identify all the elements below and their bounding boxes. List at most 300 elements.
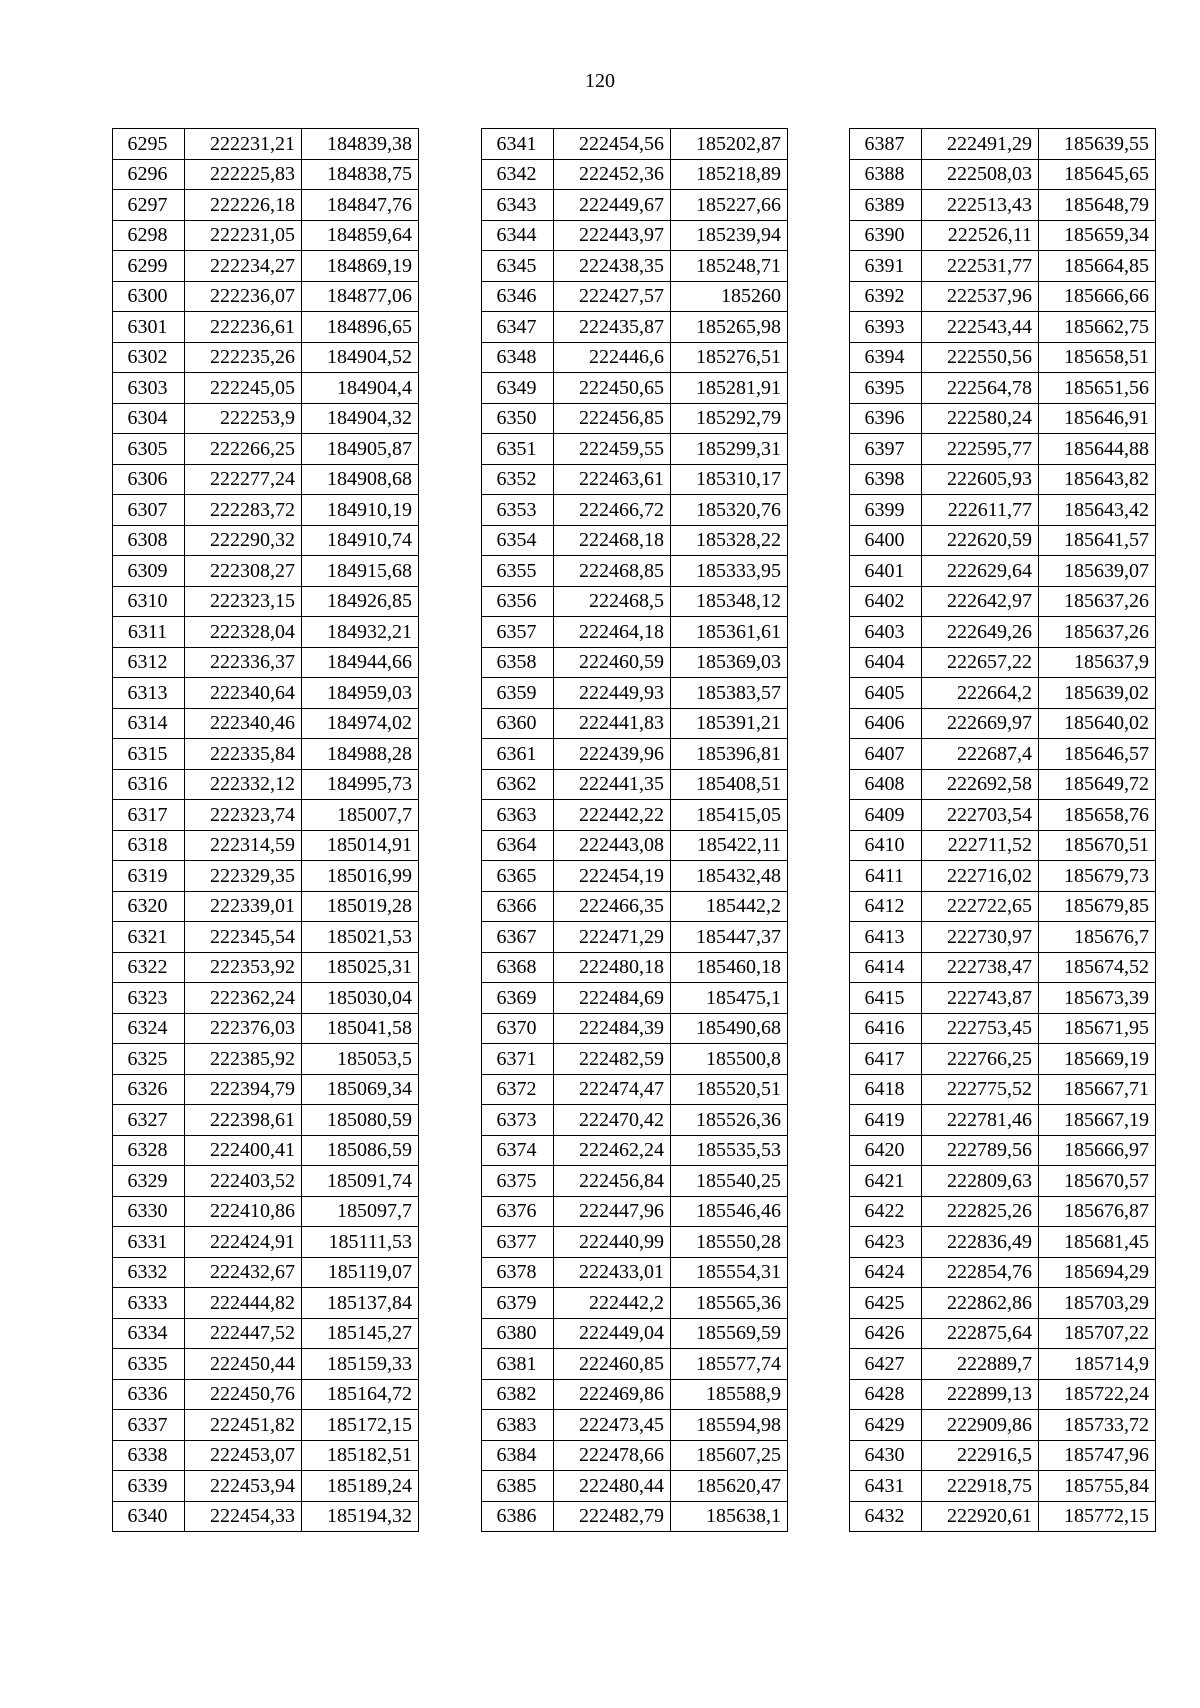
point-number-cell: 6397 (850, 434, 922, 465)
table-row (850, 1349, 1156, 1380)
x-coordinate-cell: 222605,93 (922, 464, 1039, 495)
y-coordinate-cell: 185681,45 (1039, 1227, 1156, 1258)
x-coordinate-cell: 222508,03 (922, 159, 1039, 190)
point-number-cell: 6335 (113, 1349, 185, 1380)
point-number-cell: 6405 (850, 678, 922, 709)
table-row (850, 556, 1156, 587)
x-coordinate-cell: 222446,6 (554, 342, 671, 373)
x-coordinate-cell: 222424,91 (185, 1227, 302, 1258)
table-row (113, 617, 419, 648)
y-coordinate-cell: 185664,85 (1039, 251, 1156, 282)
point-number-cell: 6297 (113, 190, 185, 221)
y-coordinate-cell: 185415,05 (671, 800, 788, 831)
x-coordinate-cell: 222340,64 (185, 678, 302, 709)
point-number-cell: 6313 (113, 678, 185, 709)
table-row (482, 1074, 788, 1105)
table-row (113, 434, 419, 465)
x-coordinate-cell: 222459,55 (554, 434, 671, 465)
x-coordinate-cell: 222403,52 (185, 1166, 302, 1197)
point-number-cell: 6426 (850, 1318, 922, 1349)
point-number-cell: 6404 (850, 647, 922, 678)
y-coordinate-cell: 185091,74 (302, 1166, 419, 1197)
point-number-cell: 6417 (850, 1044, 922, 1075)
point-number-cell: 6369 (482, 983, 554, 1014)
x-coordinate-cell: 222825,26 (922, 1196, 1039, 1227)
table-row (482, 1227, 788, 1258)
table-row (113, 525, 419, 556)
point-number-cell: 6325 (113, 1044, 185, 1075)
y-coordinate-cell: 185348,12 (671, 586, 788, 617)
y-coordinate-cell: 185674,52 (1039, 952, 1156, 983)
x-coordinate-cell: 222236,07 (185, 281, 302, 312)
y-coordinate-cell: 185643,42 (1039, 495, 1156, 526)
table-row (113, 1135, 419, 1166)
y-coordinate-cell: 185328,22 (671, 525, 788, 556)
y-coordinate-cell: 185639,07 (1039, 556, 1156, 587)
point-number-cell: 6328 (113, 1135, 185, 1166)
x-coordinate-cell: 222234,27 (185, 251, 302, 282)
y-coordinate-cell: 185041,58 (302, 1013, 419, 1044)
point-number-cell: 6316 (113, 769, 185, 800)
x-coordinate-cell: 222456,85 (554, 403, 671, 434)
table-row (482, 1257, 788, 1288)
x-coordinate-cell: 222909,86 (922, 1410, 1039, 1441)
point-number-cell: 6324 (113, 1013, 185, 1044)
y-coordinate-cell: 185069,34 (302, 1074, 419, 1105)
point-number-cell: 6406 (850, 708, 922, 739)
x-coordinate-cell: 222692,58 (922, 769, 1039, 800)
table-row (113, 129, 419, 160)
point-number-cell: 6424 (850, 1257, 922, 1288)
point-number-cell: 6312 (113, 647, 185, 678)
x-coordinate-cell: 222441,35 (554, 769, 671, 800)
y-coordinate-cell: 184904,4 (302, 373, 419, 404)
table-row (113, 1257, 419, 1288)
table-row (850, 1105, 1156, 1136)
table-row (850, 1074, 1156, 1105)
point-number-cell: 6329 (113, 1166, 185, 1197)
table-row (850, 647, 1156, 678)
x-coordinate-cell: 222468,85 (554, 556, 671, 587)
x-coordinate-cell: 222335,84 (185, 739, 302, 770)
x-coordinate-cell: 222225,83 (185, 159, 302, 190)
point-number-cell: 6398 (850, 464, 922, 495)
point-number-cell: 6353 (482, 495, 554, 526)
y-coordinate-cell: 185248,71 (671, 251, 788, 282)
x-coordinate-cell: 222332,12 (185, 769, 302, 800)
y-coordinate-cell: 185475,1 (671, 983, 788, 1014)
y-coordinate-cell: 185670,57 (1039, 1166, 1156, 1197)
table-row (113, 159, 419, 190)
point-number-cell: 6318 (113, 830, 185, 861)
point-number-cell: 6348 (482, 342, 554, 373)
table-row (850, 159, 1156, 190)
y-coordinate-cell: 185722,24 (1039, 1379, 1156, 1410)
x-coordinate-cell: 222442,22 (554, 800, 671, 831)
y-coordinate-cell: 185666,66 (1039, 281, 1156, 312)
table-row (850, 220, 1156, 251)
y-coordinate-cell: 185460,18 (671, 952, 788, 983)
x-coordinate-cell: 222245,05 (185, 373, 302, 404)
y-coordinate-cell: 185053,5 (302, 1044, 419, 1075)
point-number-cell: 6401 (850, 556, 922, 587)
table-row (113, 251, 419, 282)
table-row (482, 1471, 788, 1502)
x-coordinate-cell: 222920,61 (922, 1501, 1039, 1532)
y-coordinate-cell: 185021,53 (302, 922, 419, 953)
point-number-cell: 6430 (850, 1440, 922, 1471)
y-coordinate-cell: 185159,33 (302, 1349, 419, 1380)
x-coordinate-cell: 222564,78 (922, 373, 1039, 404)
y-coordinate-cell: 185310,17 (671, 464, 788, 495)
page-number: 120 (585, 70, 615, 92)
point-number-cell: 6411 (850, 861, 922, 892)
point-number-cell: 6298 (113, 220, 185, 251)
x-coordinate-cell: 222231,21 (185, 129, 302, 160)
y-coordinate-cell: 185639,55 (1039, 129, 1156, 160)
point-number-cell: 6356 (482, 586, 554, 617)
table-row (482, 1105, 788, 1136)
y-coordinate-cell: 185667,71 (1039, 1074, 1156, 1105)
point-number-cell: 6427 (850, 1349, 922, 1380)
table-row (482, 1501, 788, 1532)
table-row (850, 1440, 1156, 1471)
table-row (113, 1288, 419, 1319)
point-number-cell: 6367 (482, 922, 554, 953)
table-row (850, 830, 1156, 861)
table-row (113, 586, 419, 617)
x-coordinate-cell: 222466,72 (554, 495, 671, 526)
y-coordinate-cell: 185666,97 (1039, 1135, 1156, 1166)
table-row (482, 952, 788, 983)
x-coordinate-cell: 222468,5 (554, 586, 671, 617)
table-row (850, 403, 1156, 434)
x-coordinate-cell: 222875,64 (922, 1318, 1039, 1349)
point-number-cell: 6340 (113, 1501, 185, 1532)
table-row (113, 281, 419, 312)
x-coordinate-cell: 222439,96 (554, 739, 671, 770)
table-row (850, 769, 1156, 800)
y-coordinate-cell: 185639,02 (1039, 678, 1156, 709)
x-coordinate-cell: 222400,41 (185, 1135, 302, 1166)
table-row (482, 1318, 788, 1349)
x-coordinate-cell: 222253,9 (185, 403, 302, 434)
y-coordinate-cell: 185641,57 (1039, 525, 1156, 556)
x-coordinate-cell: 222463,61 (554, 464, 671, 495)
table-row (850, 739, 1156, 770)
point-number-cell: 6321 (113, 922, 185, 953)
y-coordinate-cell: 185145,27 (302, 1318, 419, 1349)
table-row (482, 1196, 788, 1227)
point-number-cell: 6371 (482, 1044, 554, 1075)
table-row (850, 129, 1156, 160)
table-row (850, 312, 1156, 343)
x-coordinate-cell: 222473,45 (554, 1410, 671, 1441)
x-coordinate-cell: 222781,46 (922, 1105, 1039, 1136)
y-coordinate-cell: 185333,95 (671, 556, 788, 587)
point-number-cell: 6425 (850, 1288, 922, 1319)
y-coordinate-cell: 185540,25 (671, 1166, 788, 1197)
table-row (482, 800, 788, 831)
y-coordinate-cell: 185550,28 (671, 1227, 788, 1258)
table-row (482, 129, 788, 160)
point-number-cell: 6341 (482, 129, 554, 160)
x-coordinate-cell: 222438,35 (554, 251, 671, 282)
x-coordinate-cell: 222491,29 (922, 129, 1039, 160)
x-coordinate-cell: 222899,13 (922, 1379, 1039, 1410)
x-coordinate-cell: 222410,86 (185, 1196, 302, 1227)
x-coordinate-cell: 222362,24 (185, 983, 302, 1014)
table-row (113, 983, 419, 1014)
x-coordinate-cell: 222775,52 (922, 1074, 1039, 1105)
table-row (113, 190, 419, 221)
y-coordinate-cell: 184838,75 (302, 159, 419, 190)
table-row (482, 1349, 788, 1380)
x-coordinate-cell: 222482,79 (554, 1501, 671, 1532)
table-row (113, 1227, 419, 1258)
x-coordinate-cell: 222466,35 (554, 891, 671, 922)
table-row (113, 952, 419, 983)
point-number-cell: 6374 (482, 1135, 554, 1166)
table-row (113, 891, 419, 922)
point-number-cell: 6412 (850, 891, 922, 922)
x-coordinate-cell: 222642,97 (922, 586, 1039, 617)
table-row (482, 281, 788, 312)
point-number-cell: 6355 (482, 556, 554, 587)
y-coordinate-cell: 185019,28 (302, 891, 419, 922)
table-row (482, 190, 788, 221)
y-coordinate-cell: 185218,89 (671, 159, 788, 190)
point-number-cell: 6331 (113, 1227, 185, 1258)
point-number-cell: 6332 (113, 1257, 185, 1288)
x-coordinate-cell: 222432,67 (185, 1257, 302, 1288)
y-coordinate-cell: 185703,29 (1039, 1288, 1156, 1319)
table-row (482, 159, 788, 190)
table-row (850, 891, 1156, 922)
table-row (482, 861, 788, 892)
point-number-cell: 6384 (482, 1440, 554, 1471)
point-number-cell: 6306 (113, 464, 185, 495)
point-number-cell: 6349 (482, 373, 554, 404)
y-coordinate-cell: 184869,19 (302, 251, 419, 282)
table-row (850, 251, 1156, 282)
y-coordinate-cell: 185651,56 (1039, 373, 1156, 404)
y-coordinate-cell: 185676,87 (1039, 1196, 1156, 1227)
y-coordinate-cell: 184932,21 (302, 617, 419, 648)
x-coordinate-cell: 222442,2 (554, 1288, 671, 1319)
point-number-cell: 6416 (850, 1013, 922, 1044)
y-coordinate-cell: 185396,81 (671, 739, 788, 770)
y-coordinate-cell: 185640,02 (1039, 708, 1156, 739)
x-coordinate-cell: 222460,85 (554, 1349, 671, 1380)
x-coordinate-cell: 222456,84 (554, 1166, 671, 1197)
x-coordinate-cell: 222451,82 (185, 1410, 302, 1441)
table-row (482, 1440, 788, 1471)
table-row (113, 464, 419, 495)
point-number-cell: 6342 (482, 159, 554, 190)
point-number-cell: 6343 (482, 190, 554, 221)
table-row (113, 403, 419, 434)
y-coordinate-cell: 185535,53 (671, 1135, 788, 1166)
table-row (482, 891, 788, 922)
x-coordinate-cell: 222328,04 (185, 617, 302, 648)
y-coordinate-cell: 185383,57 (671, 678, 788, 709)
y-coordinate-cell: 185194,32 (302, 1501, 419, 1532)
x-coordinate-cell: 222687,4 (922, 739, 1039, 770)
table-row (482, 647, 788, 678)
y-coordinate-cell: 185669,19 (1039, 1044, 1156, 1075)
table-row (482, 617, 788, 648)
y-coordinate-cell: 185638,1 (671, 1501, 788, 1532)
x-coordinate-cell: 222443,08 (554, 830, 671, 861)
point-number-cell: 6431 (850, 1471, 922, 1502)
x-coordinate-cell: 222611,77 (922, 495, 1039, 526)
x-coordinate-cell: 222862,86 (922, 1288, 1039, 1319)
x-coordinate-cell: 222543,44 (922, 312, 1039, 343)
point-number-cell: 6333 (113, 1288, 185, 1319)
point-number-cell: 6320 (113, 891, 185, 922)
y-coordinate-cell: 184859,64 (302, 220, 419, 251)
x-coordinate-cell: 222649,26 (922, 617, 1039, 648)
y-coordinate-cell: 185391,21 (671, 708, 788, 739)
x-coordinate-cell: 222394,79 (185, 1074, 302, 1105)
table-row (850, 373, 1156, 404)
y-coordinate-cell: 185016,99 (302, 861, 419, 892)
y-coordinate-cell: 185369,03 (671, 647, 788, 678)
table-row (113, 1410, 419, 1441)
table-row (482, 434, 788, 465)
point-number-cell: 6392 (850, 281, 922, 312)
x-coordinate-cell: 222236,61 (185, 312, 302, 343)
y-coordinate-cell: 185772,15 (1039, 1501, 1156, 1532)
x-coordinate-cell: 222809,63 (922, 1166, 1039, 1197)
table-row (113, 1318, 419, 1349)
point-number-cell: 6362 (482, 769, 554, 800)
x-coordinate-cell: 222266,25 (185, 434, 302, 465)
y-coordinate-cell: 185526,36 (671, 1105, 788, 1136)
y-coordinate-cell: 185554,31 (671, 1257, 788, 1288)
point-number-cell: 6296 (113, 159, 185, 190)
y-coordinate-cell: 185694,29 (1039, 1257, 1156, 1288)
point-number-cell: 6364 (482, 830, 554, 861)
point-number-cell: 6309 (113, 556, 185, 587)
x-coordinate-cell: 222450,44 (185, 1349, 302, 1380)
y-coordinate-cell: 185172,15 (302, 1410, 419, 1441)
point-number-cell: 6387 (850, 129, 922, 160)
x-coordinate-cell: 222766,25 (922, 1044, 1039, 1075)
table-row (482, 525, 788, 556)
table-row (113, 678, 419, 709)
y-coordinate-cell: 185432,48 (671, 861, 788, 892)
y-coordinate-cell: 185320,76 (671, 495, 788, 526)
table-row (482, 1166, 788, 1197)
y-coordinate-cell: 185644,88 (1039, 434, 1156, 465)
point-number-cell: 6395 (850, 373, 922, 404)
table-row (850, 464, 1156, 495)
x-coordinate-cell: 222447,52 (185, 1318, 302, 1349)
x-coordinate-cell: 222484,69 (554, 983, 671, 1014)
y-coordinate-cell: 185227,66 (671, 190, 788, 221)
y-coordinate-cell: 184915,68 (302, 556, 419, 587)
table-row (482, 1135, 788, 1166)
point-number-cell: 6323 (113, 983, 185, 1014)
point-number-cell: 6373 (482, 1105, 554, 1136)
x-coordinate-cell: 222443,97 (554, 220, 671, 251)
y-coordinate-cell: 184910,74 (302, 525, 419, 556)
table-row (482, 678, 788, 709)
point-number-cell: 6334 (113, 1318, 185, 1349)
y-coordinate-cell: 184926,85 (302, 586, 419, 617)
x-coordinate-cell: 222340,46 (185, 708, 302, 739)
x-coordinate-cell: 222283,72 (185, 495, 302, 526)
x-coordinate-cell: 222620,59 (922, 525, 1039, 556)
y-coordinate-cell: 185565,36 (671, 1288, 788, 1319)
x-coordinate-cell: 222460,59 (554, 647, 671, 678)
point-number-cell: 6410 (850, 830, 922, 861)
point-number-cell: 6350 (482, 403, 554, 434)
point-number-cell: 6330 (113, 1196, 185, 1227)
table-row (850, 1318, 1156, 1349)
table-row (482, 983, 788, 1014)
table-row (850, 1257, 1156, 1288)
x-coordinate-cell: 222453,94 (185, 1471, 302, 1502)
y-coordinate-cell: 185637,26 (1039, 586, 1156, 617)
table-row (482, 312, 788, 343)
y-coordinate-cell: 184904,32 (302, 403, 419, 434)
point-number-cell: 6379 (482, 1288, 554, 1319)
table-row (113, 647, 419, 678)
table-row (482, 769, 788, 800)
y-coordinate-cell: 184959,03 (302, 678, 419, 709)
x-coordinate-cell: 222537,96 (922, 281, 1039, 312)
point-number-cell: 6413 (850, 922, 922, 953)
y-coordinate-cell: 185679,73 (1039, 861, 1156, 892)
point-number-cell: 6310 (113, 586, 185, 617)
y-coordinate-cell: 185569,59 (671, 1318, 788, 1349)
x-coordinate-cell: 222450,76 (185, 1379, 302, 1410)
x-coordinate-cell: 222398,61 (185, 1105, 302, 1136)
point-number-cell: 6376 (482, 1196, 554, 1227)
x-coordinate-cell: 222323,15 (185, 586, 302, 617)
y-coordinate-cell: 185442,2 (671, 891, 788, 922)
x-coordinate-cell: 222444,82 (185, 1288, 302, 1319)
x-coordinate-cell: 222474,47 (554, 1074, 671, 1105)
table-row (113, 1501, 419, 1532)
table-row (482, 373, 788, 404)
x-coordinate-cell: 222353,92 (185, 952, 302, 983)
table-row (482, 586, 788, 617)
point-number-cell: 6375 (482, 1166, 554, 1197)
y-coordinate-cell: 184847,76 (302, 190, 419, 221)
y-coordinate-cell: 185189,24 (302, 1471, 419, 1502)
x-coordinate-cell: 222468,18 (554, 525, 671, 556)
x-coordinate-cell: 222435,87 (554, 312, 671, 343)
table-row (113, 861, 419, 892)
point-number-cell: 6385 (482, 1471, 554, 1502)
table-row (850, 1166, 1156, 1197)
table-row (113, 342, 419, 373)
point-number-cell: 6370 (482, 1013, 554, 1044)
x-coordinate-cell: 222453,07 (185, 1440, 302, 1471)
x-coordinate-cell: 222722,65 (922, 891, 1039, 922)
x-coordinate-cell: 222441,83 (554, 708, 671, 739)
table-row (113, 1349, 419, 1380)
y-coordinate-cell: 185422,11 (671, 830, 788, 861)
table-row (850, 952, 1156, 983)
y-coordinate-cell: 185025,31 (302, 952, 419, 983)
y-coordinate-cell: 185667,19 (1039, 1105, 1156, 1136)
table-row (850, 1379, 1156, 1410)
